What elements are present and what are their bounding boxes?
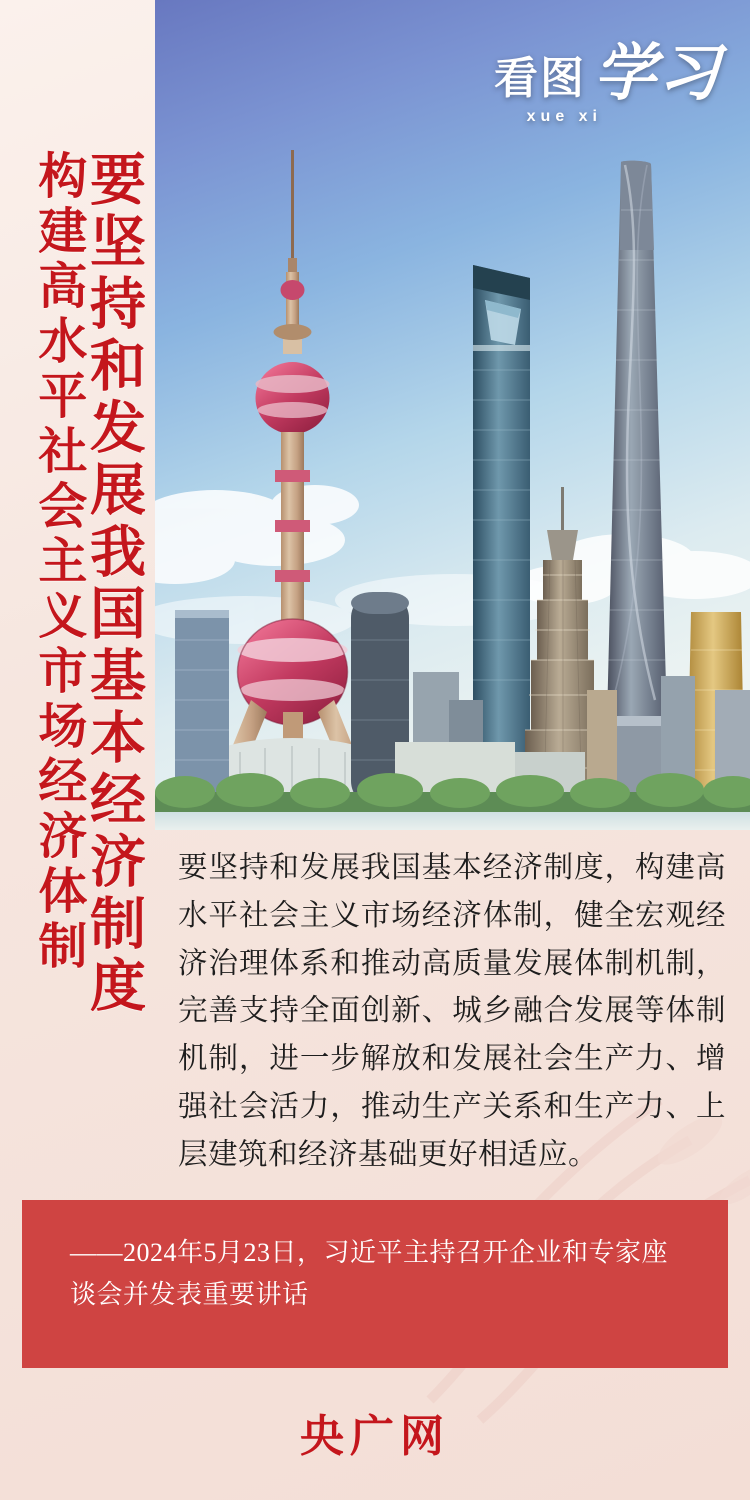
- headline-line-2: 构建高水平社会主义市场经济体制: [31, 150, 87, 975]
- publisher-logo: 央广网: [300, 1412, 450, 1461]
- brand-pinyin: xue xi: [526, 108, 602, 125]
- brand-title-main: 看图: [493, 54, 586, 103]
- quote-text: 要坚持和发展我国基本经济制度，构建高水平社会主义市场经济体制，健全宏观经济治理体系和推动高质量发展体制机制，完善支持全面创新、城乡融合发展等体制机制，进一步解放和发展社会生产力、增强社会活力，推动生产关系和生产力、上层建筑和经济基础更好相适应。: [178, 852, 726, 1171]
- brand-mark: [493, 39, 722, 126]
- headline-line-1: 要坚持和发展我国基本经济制度: [82, 150, 144, 1018]
- brand-title-row: [493, 39, 722, 108]
- headline-block: [0, 0, 155, 1190]
- skyline-photo: [155, 0, 750, 830]
- source-band: [22, 1200, 728, 1368]
- footer: [0, 1400, 750, 1464]
- brand-title-script: 学习: [593, 39, 722, 108]
- source-attribution: ——2024年5月23日，习近平主持召开企业和专家座谈会并发表重要讲话: [70, 1238, 669, 1309]
